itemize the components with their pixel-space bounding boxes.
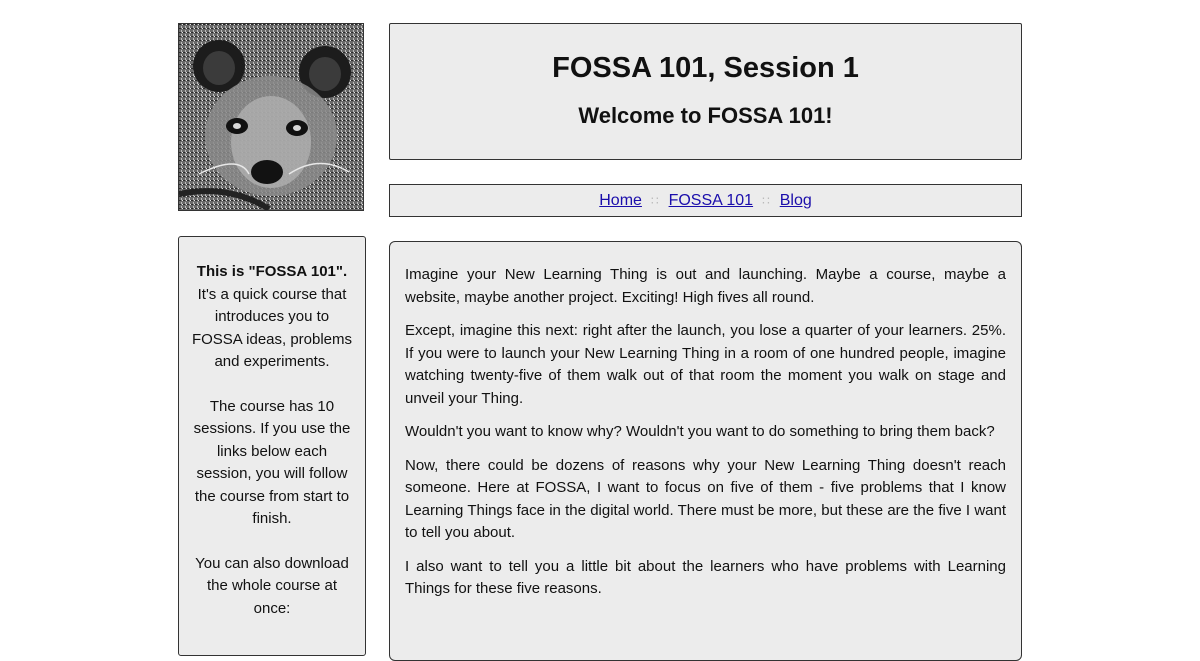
content-paragraph: Now, there could be dozens of reasons why your New Learning Thing doesn't reach someone. Here at FOSSA, I want to focus on five of them - five problems that I know Learning Things face in the digital world. There must be more, but these are the five I want to tell you about. bbox=[405, 456, 1006, 541]
nav-link-home[interactable]: Home bbox=[599, 192, 642, 209]
nav-separator: ∷ bbox=[650, 194, 660, 208]
page-header bbox=[389, 23, 1022, 160]
main-content bbox=[389, 241, 1022, 661]
nav-bar bbox=[389, 184, 1022, 217]
sidebar-sessions-text: The course has 10 sessions. If you use the links below each session, you will follow the course from start to finish. bbox=[193, 397, 351, 527]
page-title: FOSSA 101, Session 1 bbox=[552, 52, 859, 84]
nav-separator: ∷ bbox=[762, 194, 771, 208]
content-paragraph: Except, imagine this next: right after the launch, you lose a quarter of your learners. 25%. If you were to launch your New Learning Thing in a room of one hundred people, imagine watching twenty-five of them walk out of that room the moment you walk on stage and unveil your Thing. bbox=[405, 322, 1006, 407]
nav-link-blog[interactable]: Blog bbox=[779, 192, 812, 209]
sidebar-intro bbox=[189, 261, 355, 374]
sidebar-panel bbox=[178, 236, 366, 656]
nav-link-fossa-101[interactable]: FOSSA 101 bbox=[668, 192, 754, 209]
content-paragraph: I also want to tell you a little bit about the learners who have problems with Learning Things for these five reasons. bbox=[405, 557, 1006, 597]
page-subtitle: Welcome to FOSSA 101! bbox=[578, 103, 833, 128]
fossa-logo-image bbox=[178, 23, 364, 211]
content-paragraph: Wouldn't you want to know why? Wouldn't you want to do something to bring them back? bbox=[405, 423, 995, 440]
content-paragraph: Imagine your New Learning Thing is out and launching. Maybe a course, maybe a website, maybe another project. Exciting! High fives all round. bbox=[405, 266, 1006, 306]
sidebar-intro-text: It's a quick course that introduces you to FOSSA ideas, problems and experiments. bbox=[191, 285, 353, 370]
sidebar-intro-title: This is "FOSSA 101". bbox=[196, 263, 348, 280]
sidebar-download-text: You can also download the whole course at once: bbox=[195, 554, 349, 617]
